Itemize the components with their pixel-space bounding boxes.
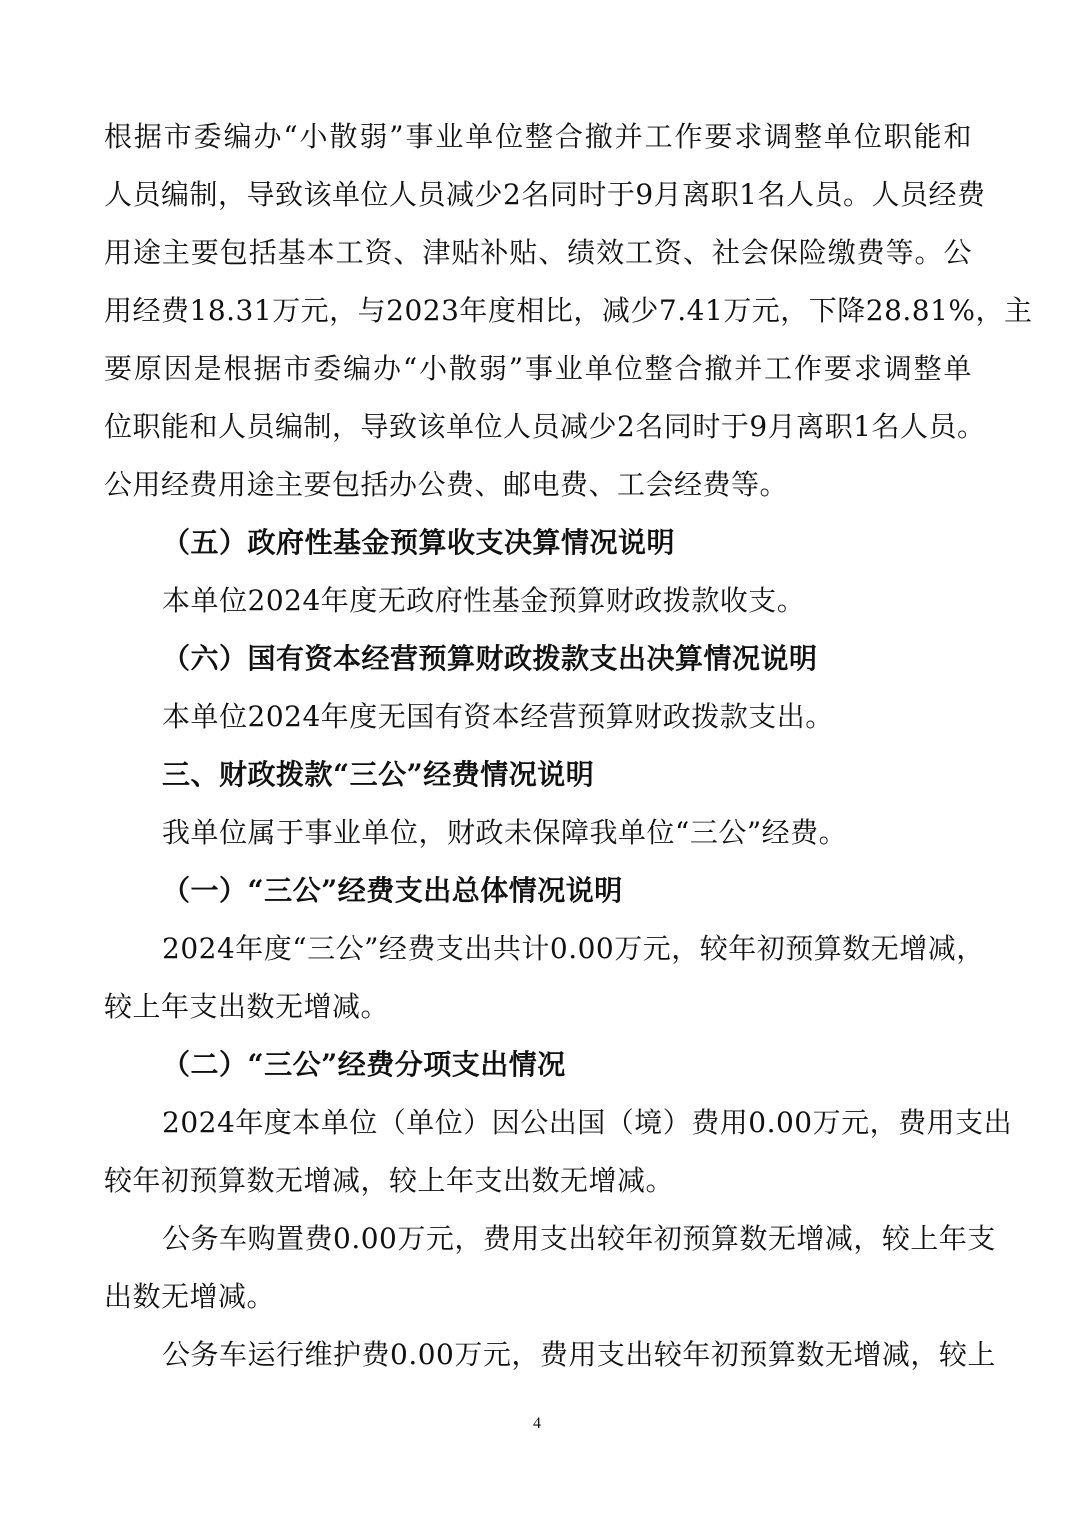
page-number: 4: [533, 1415, 541, 1432]
text-line: 2024年度本单位（单位）因公出国（境）费用0.00万元，费用支出: [162, 1106, 1013, 1139]
paragraph-vehicle-maintenance: [104, 1326, 996, 1384]
paragraph-vehicle-purchase: [104, 1210, 996, 1326]
heading-three-public-expenses: 三、财政拨款“三公”经费情况说明: [162, 758, 595, 791]
text-line: 根据市委编办“小散弱”事业单位整合撤并工作要求调整单位职能和: [104, 120, 972, 153]
document-body: [104, 108, 1033, 1384]
text-line: 出数无增减。: [104, 1280, 276, 1313]
text-line: 2024年度“三公”经费支出共计0.00万元，较年初预算数无增减，: [162, 932, 985, 965]
text-line: 较上年支出数无增减。: [104, 990, 390, 1023]
text-line: 较年初预算数无增减，较上年支出数无增减。: [104, 1164, 675, 1197]
paragraph-government-fund-budget: 本单位2024年度无政府性基金预算财政拨款收支。: [162, 584, 806, 617]
text-line: 用途主要包括基本工资、津贴补贴、绩效工资、社会保险缴费等。公: [104, 236, 972, 269]
heading-overall-expenses: （一）“三公”经费支出总体情况说明: [162, 874, 623, 907]
text-line: 用经费18.31万元，与2023年度相比，减少7.41万元，下降28.81%，主: [104, 294, 1033, 327]
heading-state-capital-budget: （六）国有资本经营预算财政拨款支出决算情况说明: [162, 642, 818, 675]
text-line: 位职能和人员编制，导致该单位人员减少2名同时于9月离职1名人员。: [104, 410, 986, 443]
paragraph-overseas-travel: [104, 1094, 1013, 1210]
text-line: 公用经费用途主要包括办公费、邮电费、工会经费等。: [104, 468, 789, 501]
text-line: 要原因是根据市委编办“小散弱”事业单位整合撤并工作要求调整单: [104, 352, 972, 385]
heading-government-fund-budget: （五）政府性基金预算收支决算情况说明: [162, 526, 676, 559]
paragraph-personnel-and-public-expenses: [104, 108, 1033, 514]
text-line: 公务车运行维护费0.00万元，费用支出较年初预算数无增减，较上: [162, 1338, 996, 1371]
text-line: 人员编制，导致该单位人员减少2名同时于9月离职1名人员。人员经费: [104, 178, 986, 211]
text-line: 公务车购置费0.00万元，费用支出较年初预算数无增减，较上年支: [162, 1222, 996, 1255]
heading-itemized-expenses: （二）“三公”经费分项支出情况: [162, 1048, 566, 1081]
paragraph-state-capital-budget: 本单位2024年度无国有资本经营预算财政拨款支出。: [162, 700, 834, 733]
paragraph-overall-expenses: [104, 920, 985, 1036]
paragraph-three-public-expenses: 我单位属于事业单位，财政未保障我单位“三公”经费。: [162, 816, 848, 849]
